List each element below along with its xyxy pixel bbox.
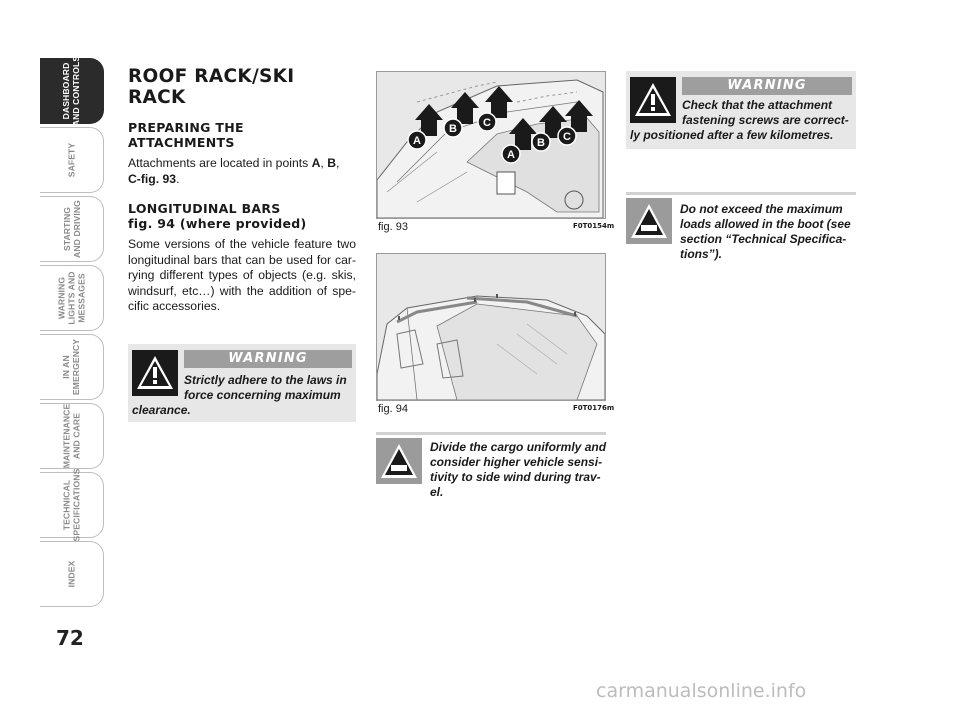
chapter-tab-label: MAINTENANCE AND CARE — [61, 403, 82, 469]
svg-text:C: C — [483, 117, 491, 129]
chapter-tab-label: INDEX — [66, 560, 77, 588]
section-heading-preparing: PREPARING THE ATTACHMENTS — [128, 120, 244, 150]
chapter-tab-label: SAFETY — [66, 142, 77, 178]
caution-box-wind — [376, 438, 608, 508]
chapter-tab[interactable] — [40, 55, 104, 127]
chapter-tabs — [40, 55, 106, 610]
chapter-tab-label: TECHNICAL SPECIFICATIONS — [61, 468, 82, 542]
divider — [376, 432, 606, 435]
caution-cargo-icon — [376, 438, 422, 484]
attachment-markers — [377, 72, 605, 218]
chapter-tab[interactable] — [40, 334, 104, 400]
attachment-marker-a — [408, 104, 443, 149]
chapter-tab[interactable] — [40, 196, 104, 262]
caution-text-wind: Divide the cargo uniformly and consider higher vehicle sensi- tivity to side wind during trav- el. — [430, 440, 607, 499]
chapter-tab-label: STARTING AND DRIVING — [61, 200, 82, 258]
caution-box-boot-load — [626, 198, 858, 268]
svg-text:A: A — [507, 149, 515, 161]
svg-text:B: B — [537, 137, 545, 149]
caution-text-boot: Do not exceed the maximum loads allowed in the boot (see section “Technical Specifica- tions”). — [680, 202, 851, 261]
figure-94-longitudinal-bars — [376, 253, 606, 401]
warning-text-2-tail: ly positioned after a few kilometres. — [630, 128, 834, 142]
chapter-tab[interactable] — [40, 468, 104, 542]
warning-label: WARNING — [184, 350, 352, 368]
section-body-longitudinal: Some versions of the vehicle feature two longitudinal bars that can be used for car-rying different types of objects (e.g. skis, windsurf, etc…) with the addition of spe-cific accessories. — [128, 237, 356, 313]
section-body-preparing: Attachments are located in points A, B, C-fig. 93. — [128, 156, 340, 186]
divider — [626, 192, 856, 195]
chapter-tab-label: WARNING LIGHTS AND MESSAGES — [56, 271, 87, 325]
caution-cargo-icon — [626, 198, 672, 244]
figure-93-roof-attachments — [376, 71, 606, 219]
warning-box-clearance — [128, 344, 356, 422]
svg-text:A: A — [413, 135, 421, 147]
chapter-tab[interactable] — [40, 265, 104, 331]
van-bars-illustration — [377, 254, 605, 400]
figure-94-caption: fig. 94 — [378, 403, 408, 415]
chapter-tab-label: DASHBOARD AND CONTROLS — [61, 55, 82, 127]
warning-triangle-icon — [132, 350, 178, 396]
warning-text-2: Check that the attachment fastening screws are correct- — [682, 98, 849, 127]
chapter-tab[interactable] — [40, 541, 104, 607]
attachment-marker-b — [444, 92, 479, 137]
chapter-tab[interactable] — [40, 127, 104, 193]
page-number: 72 — [56, 626, 84, 650]
main-column — [128, 66, 356, 329]
warning-label: WARNING — [682, 77, 852, 95]
svg-text:C: C — [563, 131, 571, 143]
page-title: ROOF RACK/SKI RACK — [128, 66, 295, 108]
watermark: carmanualsonline.info — [596, 680, 807, 702]
chapter-tab-label: IN AN EMERGENCY — [61, 338, 82, 396]
section-heading-longitudinal: LONGITUDINAL BARS fig. 94 (where provided) — [128, 201, 307, 231]
svg-text:B: B — [449, 123, 457, 135]
figure-93-caption: fig. 93 — [378, 221, 408, 233]
attachment-marker-c — [558, 100, 593, 145]
figure-94-code: F0T0176m — [573, 404, 615, 412]
warning-box-screws — [626, 71, 856, 149]
warning-triangle-icon — [630, 77, 676, 123]
chapter-tab[interactable] — [40, 403, 104, 469]
warning-text-1-tail: clearance. — [132, 403, 191, 417]
warning-text-1: Strictly adhere to the laws in force concerning maximum — [184, 373, 347, 402]
figure-93-code: F0T0154m — [573, 222, 615, 230]
attachment-marker-c — [478, 86, 513, 131]
